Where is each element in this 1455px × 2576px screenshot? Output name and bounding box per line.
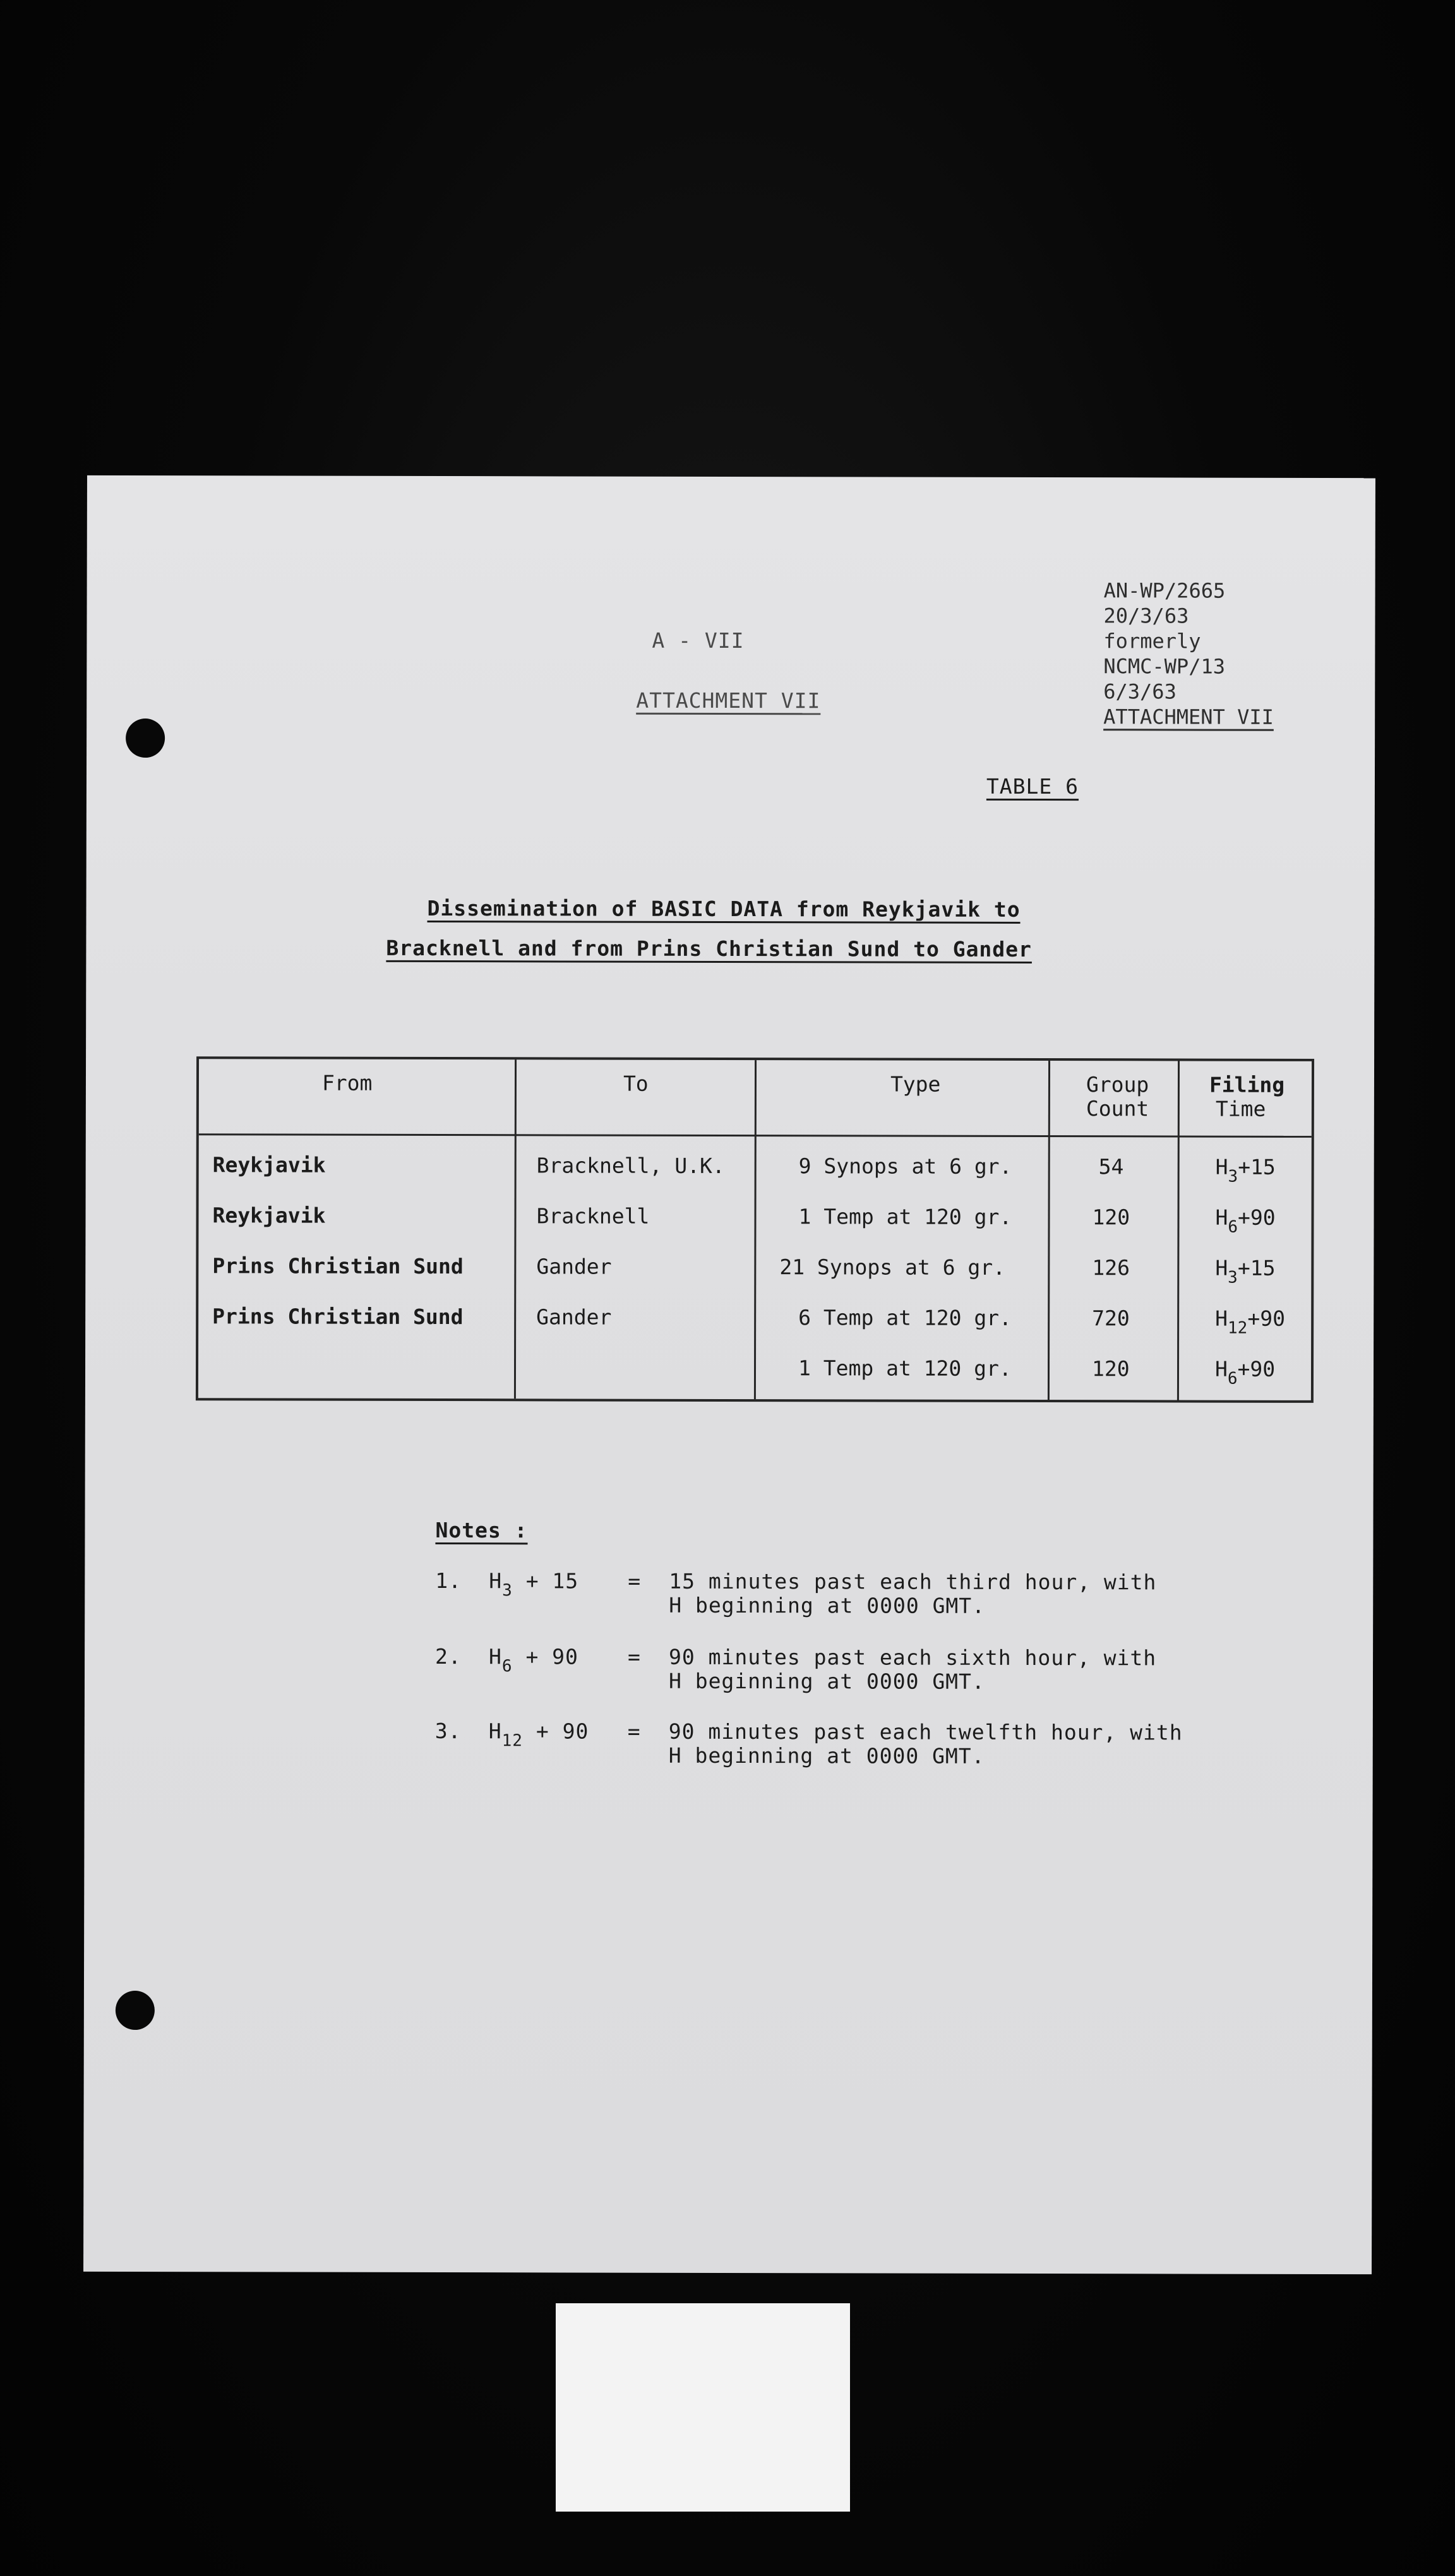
header-group: Group [1086,1072,1149,1097]
row-4-count: 720 [1092,1306,1130,1331]
doc-ref-line-2: 20/3/63 [1103,604,1189,628]
row-5-filing-time: $H_6+90$ [1214,1356,1276,1388]
column-divider [514,1059,517,1398]
row-2-count: 120 [1092,1205,1130,1230]
column-divider [1177,1061,1180,1400]
title-line-1: Dissemination of BASIC DATA from Reykjavik to [427,895,1021,922]
row-1-filing-time: $H_3+15$ [1215,1154,1276,1186]
column-divider [754,1060,757,1399]
header-filing: Filing [1209,1072,1285,1097]
row-2-to: Bracknell [536,1203,650,1229]
title-line-2: Bracknell and from Prins Christian Sund to Gander [386,935,1032,962]
doc-ref-attachment: ATTACHMENT VII [1103,705,1274,729]
page-section-label: A - VII [652,628,745,653]
row-2-filing-time: $H_6+90$ [1215,1205,1276,1237]
punch-hole-bottom [116,1991,155,2030]
table-label: TABLE 6 [986,773,1079,799]
row-4-from: Prins Christian Sund [212,1304,464,1330]
row-1-type: 9 Synops at 6 gr. [798,1154,1012,1179]
note-3-equals: = [627,1719,641,1744]
notes-heading: Notes : [435,1518,528,1543]
blank-label-card [556,2303,850,2512]
header-count: Count [1086,1096,1149,1121]
row-1-to: Bracknell, U.K. [536,1153,725,1178]
row-1-count: 54 [1098,1154,1124,1179]
doc-ref-line-1: AN-WP/2665 [1103,578,1226,603]
attachment-heading: ATTACHMENT VII [636,688,821,713]
note-3-line-2: H beginning at 0000 GMT. [668,1743,985,1768]
column-divider [1048,1061,1050,1400]
header-time: Time [1215,1096,1266,1121]
doc-ref-line-3: formerly [1103,629,1201,653]
note-2-line-1: 90 minutes past each sixth hour, with [669,1644,1157,1671]
doc-ref-line-4: NCMC-WP/13 [1103,654,1226,679]
note-2-symbol: $H_6 + 90$ [489,1644,578,1676]
note-1-symbol: $H_3 + 15$ [489,1568,579,1601]
row-3-from: Prins Christian Sund [212,1253,464,1279]
note-2-line-2: H beginning at 0000 GMT. [668,1668,985,1694]
row-3-type: 21 Synops at 6 gr. [779,1255,1006,1280]
row-5-count: 120 [1091,1356,1130,1381]
header-to: To [623,1071,649,1096]
header-type: Type [890,1071,941,1097]
note-2-equals: = [628,1644,641,1669]
row-5-type: 1 Temp at 120 gr. [798,1356,1012,1381]
punch-hole-top [126,719,165,758]
note-3-number: 3. [434,1719,462,1744]
note-1-line-1: 15 minutes past each third hour, with [669,1568,1157,1595]
header-from: From [321,1070,373,1095]
note-3-line-1: 90 minutes past each twelfth hour, with [668,1719,1183,1745]
row-2-from: Reykjavik [212,1203,326,1228]
document-page [83,475,1375,2274]
note-1-line-2: H beginning at 0000 GMT. [669,1592,986,1618]
row-4-to: Gander [536,1304,612,1330]
row-2-type: 1 Temp at 120 gr. [798,1204,1012,1229]
note-3-symbol: $H_{12} + 90$ [488,1719,589,1751]
note-1-equals: = [628,1568,642,1594]
doc-ref-line-5: 6/3/63 [1103,679,1177,704]
dissemination-table [196,1056,1314,1403]
note-1-number: 1. [435,1568,462,1594]
row-4-type: 6 Temp at 120 gr. [798,1305,1012,1330]
row-1-from: Reykjavik [212,1152,326,1178]
row-3-count: 126 [1092,1255,1130,1280]
row-3-filing-time: $H_3+15$ [1215,1255,1276,1287]
note-2-number: 2. [435,1644,462,1669]
row-3-to: Gander [536,1254,612,1279]
row-4-filing-time: $H_{12}+90$ [1215,1306,1286,1338]
